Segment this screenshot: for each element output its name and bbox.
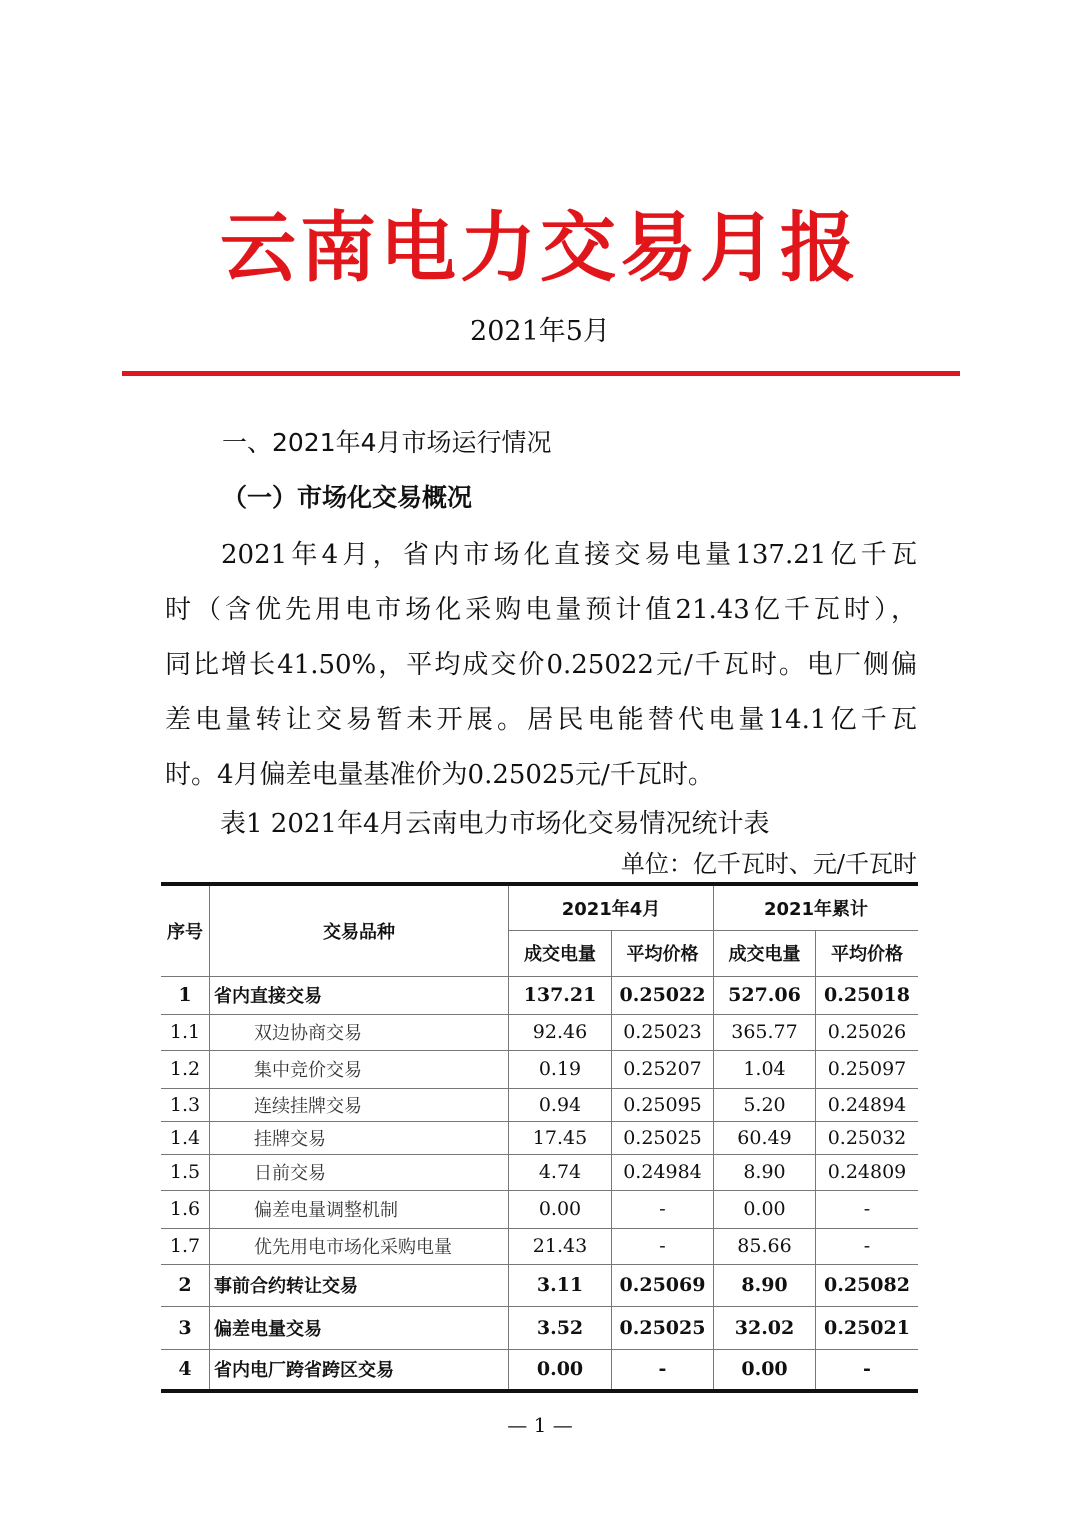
row-type: 省内电厂跨省跨区交易 bbox=[210, 1349, 509, 1391]
section-heading: 一、2021年4月市场运行情况 bbox=[222, 428, 552, 457]
row-ytd-price: 0.25018 bbox=[816, 976, 919, 1014]
row-ytd-price: 0.25026 bbox=[816, 1014, 919, 1050]
header-type: 交易品种 bbox=[210, 884, 509, 976]
subsection-heading: （一）市场化交易概况 bbox=[222, 483, 473, 512]
row-ytd-price: 0.24809 bbox=[816, 1154, 919, 1190]
row-month-volume: 3.52 bbox=[509, 1306, 612, 1349]
row-seq: 1.3 bbox=[161, 1088, 210, 1121]
row-ytd-volume: 5.20 bbox=[714, 1088, 816, 1121]
header-month-price: 平均价格 bbox=[612, 930, 714, 976]
table-row bbox=[161, 1014, 918, 1050]
paragraph-line: 时（含优先用电市场化采购电量预计值21.43亿千瓦时）， bbox=[165, 595, 917, 625]
row-ytd-volume: 527.06 bbox=[714, 976, 816, 1014]
table-unit: 单位：亿千瓦时、元/千瓦时 bbox=[620, 850, 917, 878]
row-month-volume: 17.45 bbox=[509, 1121, 612, 1154]
row-ytd-volume: 85.66 bbox=[714, 1228, 816, 1264]
row-ytd-price: - bbox=[816, 1349, 919, 1391]
table-row bbox=[161, 1228, 918, 1264]
row-type: 省内直接交易 bbox=[210, 976, 509, 1014]
row-ytd-volume: 365.77 bbox=[714, 1014, 816, 1050]
row-month-price: 0.25025 bbox=[612, 1121, 714, 1154]
row-seq: 1.1 bbox=[161, 1014, 210, 1050]
overview-paragraph bbox=[165, 528, 917, 803]
row-type: 挂牌交易 bbox=[210, 1121, 509, 1154]
header-seq: 序号 bbox=[161, 884, 210, 976]
row-month-price: 0.25025 bbox=[612, 1306, 714, 1349]
row-seq: 1.6 bbox=[161, 1190, 210, 1228]
row-seq: 1.2 bbox=[161, 1050, 210, 1088]
row-ytd-price: - bbox=[816, 1190, 919, 1228]
paragraph-line: 2021年4月，省内市场化直接交易电量137.21亿千瓦 bbox=[221, 540, 917, 570]
table-row bbox=[161, 1088, 918, 1121]
row-month-volume: 0.00 bbox=[509, 1349, 612, 1391]
paragraph-line: 时。4月偏差电量基准价为0.25025元/千瓦时。 bbox=[165, 760, 714, 790]
row-ytd-price: 0.25097 bbox=[816, 1050, 919, 1088]
row-seq: 1.4 bbox=[161, 1121, 210, 1154]
table-row bbox=[161, 1306, 918, 1349]
row-ytd-price: 0.25021 bbox=[816, 1306, 919, 1349]
row-seq: 1.5 bbox=[161, 1154, 210, 1190]
row-seq: 1.7 bbox=[161, 1228, 210, 1264]
table-row bbox=[161, 1154, 918, 1190]
trading-stats-table bbox=[161, 882, 918, 1393]
row-ytd-volume: 0.00 bbox=[714, 1190, 816, 1228]
report-title: 云南电力交易月报 bbox=[220, 203, 860, 292]
header-month-group: 2021年4月 bbox=[509, 884, 714, 930]
row-seq: 2 bbox=[161, 1264, 210, 1306]
row-month-price: 0.24984 bbox=[612, 1154, 714, 1190]
table-row bbox=[161, 1121, 918, 1154]
row-month-price: 0.25207 bbox=[612, 1050, 714, 1088]
row-ytd-price: 0.24894 bbox=[816, 1088, 919, 1121]
row-type: 双边协商交易 bbox=[210, 1014, 509, 1050]
row-month-price: - bbox=[612, 1190, 714, 1228]
row-type: 事前合约转让交易 bbox=[210, 1264, 509, 1306]
table-row bbox=[161, 1050, 918, 1088]
row-type: 偏差电量调整机制 bbox=[210, 1190, 509, 1228]
row-month-volume: 92.46 bbox=[509, 1014, 612, 1050]
table-row bbox=[161, 1190, 918, 1228]
header-ytd-price: 平均价格 bbox=[816, 930, 919, 976]
row-ytd-price: 0.25032 bbox=[816, 1121, 919, 1154]
table-caption: 表1 2021年4月云南电力市场化交易情况统计表 bbox=[220, 809, 770, 839]
row-month-volume: 4.74 bbox=[509, 1154, 612, 1190]
row-month-price: 0.25069 bbox=[612, 1264, 714, 1306]
row-type: 偏差电量交易 bbox=[210, 1306, 509, 1349]
row-ytd-volume: 32.02 bbox=[714, 1306, 816, 1349]
row-ytd-volume: 1.04 bbox=[714, 1050, 816, 1088]
table-row bbox=[161, 976, 918, 1014]
row-ytd-volume: 0.00 bbox=[714, 1349, 816, 1391]
row-ytd-volume: 8.90 bbox=[714, 1154, 816, 1190]
row-seq: 3 bbox=[161, 1306, 210, 1349]
row-month-price: 0.25023 bbox=[612, 1014, 714, 1050]
table-row bbox=[161, 1264, 918, 1306]
row-month-volume: 0.94 bbox=[509, 1088, 612, 1121]
row-month-volume: 21.43 bbox=[509, 1228, 612, 1264]
row-ytd-price: 0.25082 bbox=[816, 1264, 919, 1306]
row-ytd-price: - bbox=[816, 1228, 919, 1264]
table-row bbox=[161, 1349, 918, 1391]
row-month-price: - bbox=[612, 1228, 714, 1264]
issue-date: 2021年5月 bbox=[470, 316, 610, 347]
row-ytd-volume: 60.49 bbox=[714, 1121, 816, 1154]
row-month-volume: 137.21 bbox=[509, 976, 612, 1014]
title-divider bbox=[122, 371, 960, 376]
header-ytd-volume: 成交电量 bbox=[714, 930, 816, 976]
row-ytd-volume: 8.90 bbox=[714, 1264, 816, 1306]
header-month-volume: 成交电量 bbox=[509, 930, 612, 976]
row-seq: 1 bbox=[161, 976, 210, 1014]
row-month-price: 0.25022 bbox=[612, 976, 714, 1014]
row-month-volume: 0.00 bbox=[509, 1190, 612, 1228]
row-month-price: - bbox=[612, 1349, 714, 1391]
row-month-volume: 3.11 bbox=[509, 1264, 612, 1306]
row-type: 日前交易 bbox=[210, 1154, 509, 1190]
row-type: 连续挂牌交易 bbox=[210, 1088, 509, 1121]
row-type: 集中竞价交易 bbox=[210, 1050, 509, 1088]
paragraph-line: 差电量转让交易暂未开展。居民电能替代电量14.1亿千瓦 bbox=[165, 705, 917, 735]
row-month-volume: 0.19 bbox=[509, 1050, 612, 1088]
row-seq: 4 bbox=[161, 1349, 210, 1391]
paragraph-line: 同比增长41.50%，平均成交价0.25022元/千瓦时。电厂侧偏 bbox=[165, 650, 917, 680]
row-month-price: 0.25095 bbox=[612, 1088, 714, 1121]
row-type: 优先用电市场化采购电量 bbox=[210, 1228, 509, 1264]
header-ytd-group: 2021年累计 bbox=[714, 884, 919, 930]
page-number: — 1 — bbox=[507, 1413, 573, 1437]
